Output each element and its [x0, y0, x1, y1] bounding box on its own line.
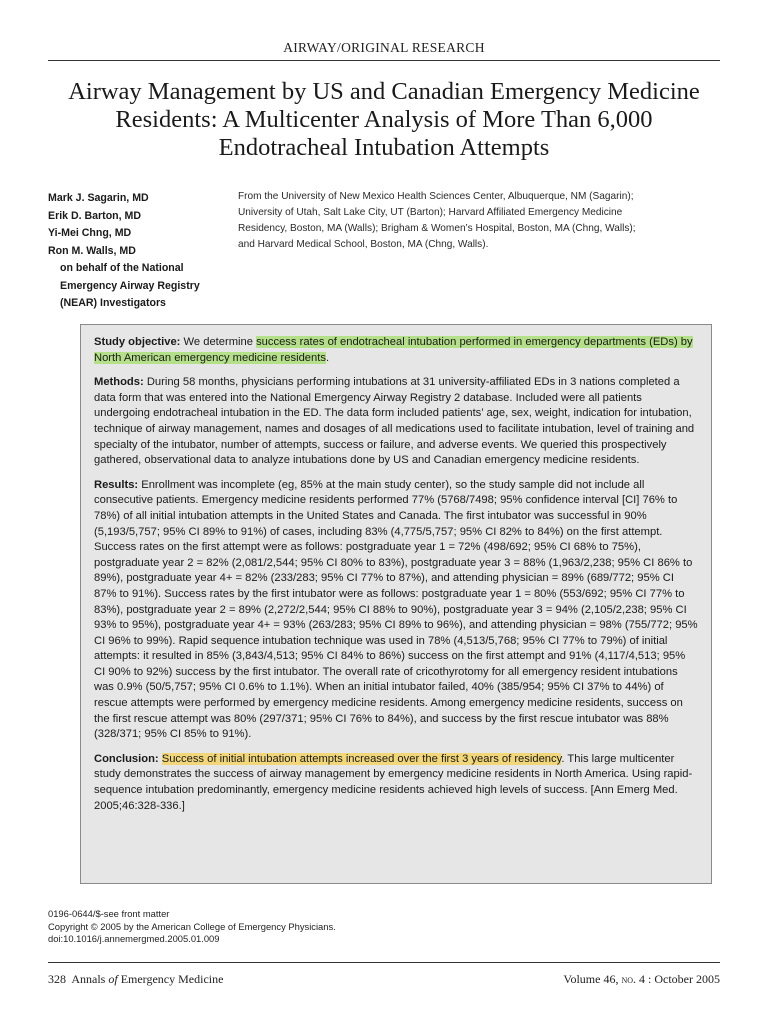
methods-paragraph — [94, 375, 698, 469]
footer-journal — [48, 972, 223, 987]
header-rule — [48, 60, 720, 61]
title-line: Endotracheal Intubation Attempts — [218, 134, 550, 161]
journal-name-prefix: Annals — [71, 972, 109, 986]
results-label: Results: — [94, 478, 139, 491]
methods-label: Methods: — [94, 376, 144, 389]
author-name: Mark J. Sagarin, MD — [48, 192, 149, 204]
results-text: Enrollment was incomplete (eg, 85% at the main study center), so the study sample did not include all consecutive patients. Emergency medicine residents performed 77% (5768/7498; 95% confidence interval [CI] 76% to 78%) of all initial intubation attempts in the United States and Canada. The first intubator was successful in 90% (5,193/5,757; 95% CI 89% to 91%) of cases, including 83% (4,775/5,757; 95% CI 82% to 84%) on the first attempt. Success rates on the first attempt were as follows: postgraduate year 1 = 72% (498/692; 95% CI 68% to 75%), postgraduate year 2 = 82% (2,081/2,544; 95% CI 80% to 83%), postgraduate year 3 = 88% (1,963/2,238; 95% CI 86% to 89%), postgraduate year 4+ = 82% (233/283; 95% CI 77% to 87%), and attending physician = 89% (689/772; 95% CI 87% to 91%). Success rates by the first intubator were as follows: postgraduate year 1 = 80% (553/692; 95% CI 77% to 83%), postgraduate year 2 = 89% (2,272/2,544; 95% CI 88% to 90%), postgraduate year 3 = 94% (2,105/2,238; 95% CI 93% to 95%), postgraduate year 4+ = 93% (263/283; 95% CI 89% to 96%), and attending physician = 98% (755/772; 95% CI 96% to 99%). Rapid sequence intubation technique was used in 78% (4,513/5,768; 95% CI 77% to 79%) of initial attempts: it resulted in 85% (3,843/4,513; 95% CI 84% to 86%) success on the first attempt and 91% (4,117/4,513; 95% CI 90% to 92%) success by the first intubator. The overall rate of cricothyrotomy for all emergency resident intubations was 0.9% (50/5,757; 95% CI 0.6% to 1.1%). When an initial intubator failed, 40% (385/954; 95% CI 37% to 44%) of rescue attempts were performed by emergency medicine residents. Among emergency medicine residents, success on the first rescue attempt was 80% (297/371; 95% CI 76% to 84%), and success by the first rescue intubator was 88% (328/371; 95% CI 85% to 91%). — [94, 478, 698, 741]
section-header: AIRWAY/ORIGINAL RESEARCH — [283, 40, 485, 55]
title-line: Residents: A Multicenter Analysis of More Than 6,000 — [115, 106, 653, 133]
results-paragraph — [94, 478, 698, 743]
footer-volume — [563, 972, 720, 987]
objective-highlight: success rates of endotracheal intubation performed in emergency departments (EDs) by North American emergency medicine residents — [94, 336, 693, 364]
issue-date: : October 2005 — [645, 972, 720, 986]
author-list — [48, 190, 228, 313]
page-number: 328 — [48, 972, 66, 986]
affiliation-line: From the University of New Mexico Health Sciences Center, Albuquerque, NM (Sagarin); — [238, 191, 634, 202]
journal-name-suffix: Emergency Medicine — [117, 972, 224, 986]
study-objective-label: Study objective: — [94, 336, 181, 348]
affiliation-line: and Harvard Medical School, Boston, MA (Chng, Walls). — [238, 239, 489, 250]
copyright-line: Copyright © 2005 by the American College of Emergency Physicians. — [48, 920, 336, 932]
title-line: Airway Management by US and Canadian Emergency Medicine — [68, 78, 700, 105]
on-behalf-line: (NEAR) Investigators — [60, 297, 166, 309]
objective-tail: . — [325, 351, 330, 364]
front-matter-footnote — [48, 908, 448, 946]
journal-name-of: of — [108, 972, 118, 986]
footer-rule — [48, 962, 720, 963]
affiliations — [238, 189, 678, 253]
objective-lead: We determine — [180, 336, 257, 348]
on-behalf-line: Emergency Airway Registry — [60, 279, 200, 292]
author-name: Erik D. Barton, MD — [48, 209, 142, 222]
affiliation-line: University of Utah, Salt Lake City, UT (Barton); Harvard Affiliated Emergency Medicine — [238, 207, 623, 218]
conclusion-tail: . This large multicenter study demonstrates the success of airway management by emergency medicine residents in North America. Using rapid-sequence intubation predominantly, emergency medicine residents achieved high levels of success. [Ann Emerg Med. 2005;46:328-336.] — [94, 752, 693, 812]
affiliation-line: Residency, Boston, MA (Walls); Brigham & Women’s Hospital, Boston, MA (Chng, Walls); — [238, 223, 636, 234]
conclusion-highlight: Success of initial intubation attempts increased over the first 3 years of residency — [161, 752, 562, 765]
footnote-line: 0196-0644/$-see front matter — [48, 908, 170, 919]
article-title — [40, 78, 728, 162]
study-objective-paragraph — [94, 335, 698, 366]
author-name: Ron M. Walls, MD — [48, 244, 136, 257]
methods-text: During 58 months, physicians performing intubations at 31 university-affiliated EDs in 3 nations completed a data form that was entered into the National Emergency Airway Registry 2 database. Included were all patients undergoing endotracheal intubation in the ED. The data form included patients’ age, sex, weight, indication for intubation, technique of airway management, names and dosages of all medications used to facilitate intubation, level of training and specialty of the intubator, number of attempts, success or failure, and adverse events. We queried this prospectively gathered, observational data to analyze intubations done by US and Canadian emergency medicine residents. — [94, 376, 695, 467]
conclusion-paragraph — [94, 752, 698, 814]
on-behalf-line: on behalf of the National — [60, 262, 184, 274]
abstract-box — [80, 324, 712, 884]
issue-label: no. 4 — [621, 972, 646, 986]
author-name: Yi-Mei Chng, MD — [48, 227, 132, 239]
volume-label: Volume 46, — [563, 972, 622, 986]
doi-link[interactable]: doi:10.1016/j.annemergmed.2005.01.009 — [48, 933, 220, 945]
conclusion-label: Conclusion: — [94, 752, 159, 765]
